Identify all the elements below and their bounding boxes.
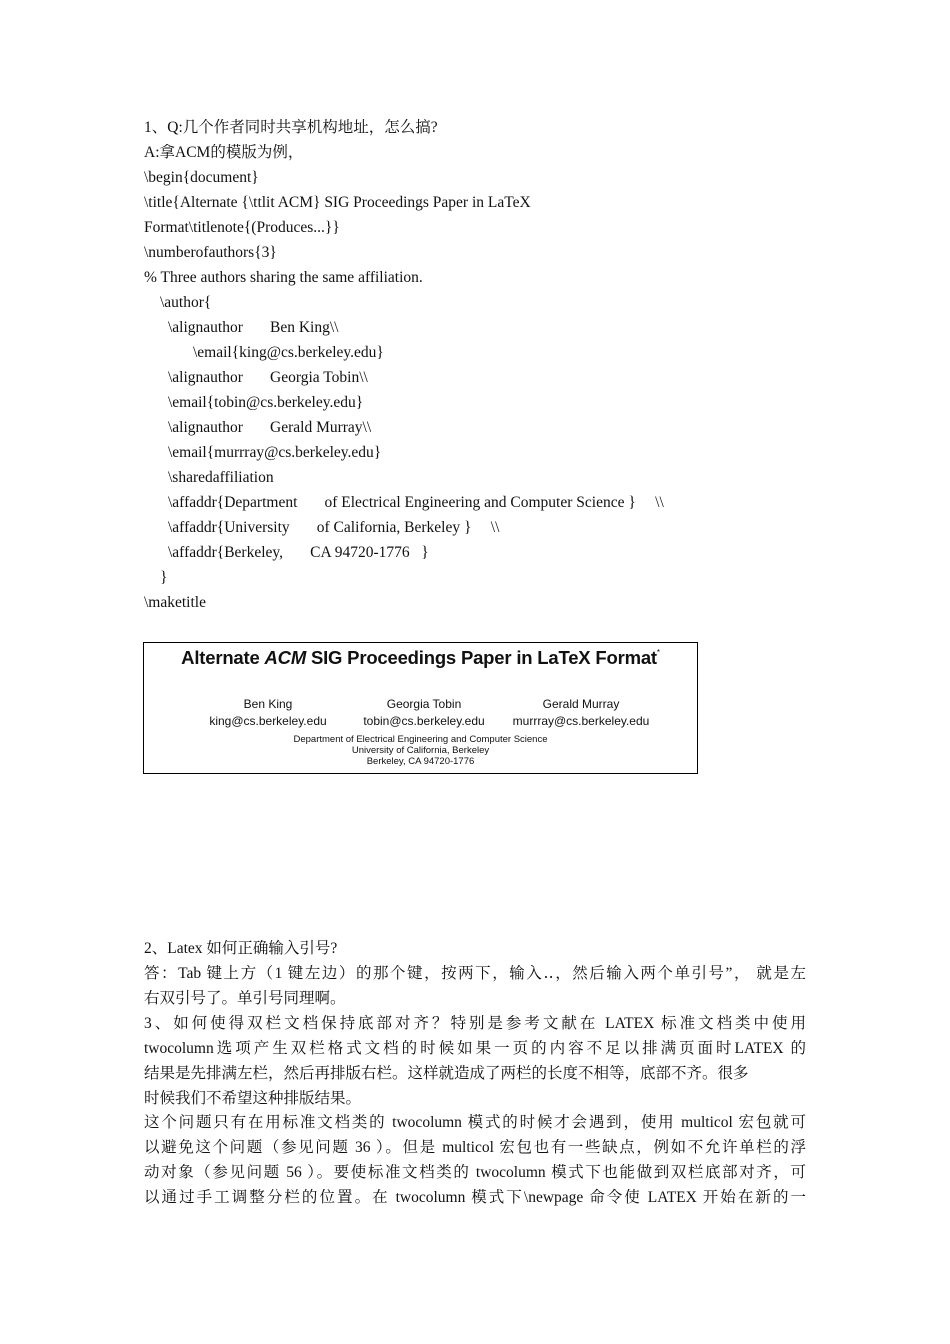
- author-email: murrray@cs.berkeley.edu: [512, 714, 650, 728]
- answer-3-line: 以通过手工调整分栏的位置。在 twocolumn 模式下\newpage 命令使 LATEX 开始在新的一: [144, 1189, 806, 1206]
- answer-3-line: 这个问题只有在用标准文档类的 twocolumn 模式的时候才会遇到，使用 multicol 宏包就可: [144, 1114, 806, 1131]
- code-line: \begin{document}: [144, 169, 259, 186]
- question-1: 1、Q:几个作者同时共享机构地址，怎么搞?: [144, 119, 438, 136]
- affiliation-line: University of California, Berkeley: [351, 745, 490, 756]
- figure-title-prefix: Alternate: [181, 647, 265, 668]
- author-email: tobin@cs.berkeley.edu: [363, 714, 485, 728]
- answer-2-line: 右双引号了。单引号同理啊。: [144, 990, 346, 1007]
- code-comment-line: % Three authors sharing the same affiliation.: [144, 269, 423, 286]
- code-line: \alignauthor Georgia Tobin\\: [168, 369, 368, 386]
- answer-3-line: 动对象（参见问题 56 ）。要使标准文档类的 twocolumn 模式下也能做到双栏底部对齐，可: [144, 1164, 806, 1181]
- code-line: \affaddr{Department of Electrical Engineering and Computer Science } \\: [168, 494, 664, 511]
- figure-title: [144, 647, 697, 669]
- author-name: Ben King: [243, 697, 293, 711]
- author-name: Gerald Murray: [542, 697, 620, 711]
- question-2: 2、Latex 如何正确输入引号?: [144, 940, 338, 957]
- answer-3-line: 以避免这个问题（参见问题 36 ）。但是 multicol 宏包也有一些缺点，例如不允许单栏的浮: [144, 1139, 806, 1156]
- code-line: \alignauthor Gerald Murray\\: [168, 419, 372, 436]
- code-line: \affaddr{Berkeley, CA 94720-1776 }: [168, 544, 429, 561]
- question-3-line: 3、如何使得双栏文档保持底部对齐？特别是参考文献在 LATEX 标准文档类中使用: [144, 1015, 806, 1032]
- answer-2-line: 答：Tab 键上方（1 键左边）的那个键，按两下，输入‥，然后输入两个单引号”， 就是左: [144, 965, 806, 982]
- figure-author: [339, 696, 509, 730]
- answer-1-intro: A:拿ACM的模版为例，: [144, 144, 304, 161]
- rendered-title-figure: [143, 642, 698, 774]
- code-line: \affaddr{University of California, Berkeley } \\: [168, 519, 500, 536]
- figure-author: [183, 696, 353, 730]
- author-email: king@cs.berkeley.edu: [209, 714, 327, 728]
- code-line: \alignauthor Ben King\\: [168, 319, 339, 336]
- code-line: \email{murrray@cs.berkeley.edu}: [168, 444, 382, 461]
- figure-affiliation: [144, 734, 697, 767]
- figure-title-acm: ACM: [264, 647, 307, 668]
- figure-author: [496, 696, 666, 730]
- code-line: \author{: [160, 294, 212, 311]
- question-3-line: 时候我们不希望这种排版结果。: [144, 1090, 362, 1107]
- code-line: \numberofauthors{3}: [144, 244, 277, 261]
- figure-title-suffix: SIG Proceedings Paper in LaTeX Format: [306, 647, 657, 668]
- affiliation-line: Department of Electrical Engineering and Computer Science: [293, 734, 548, 745]
- code-line: }: [160, 569, 168, 586]
- code-line: \sharedaffiliation: [168, 469, 274, 486]
- affiliation-line: Berkeley, CA 94720-1776: [366, 756, 475, 767]
- question-3-line: twocolumn选项产生双栏格式文档的时候如果一页的内容不足以排满页面时LATEX 的: [144, 1040, 806, 1057]
- question-3-line: 结果是先排满左栏，然后再排版右栏。这样就造成了两栏的长度不相等，底部不齐。很多: [144, 1065, 749, 1082]
- code-line: \email{king@cs.berkeley.edu}: [193, 344, 384, 361]
- code-line: Format\titlenote{(Produces...}}: [144, 219, 340, 236]
- code-line: \maketitle: [144, 594, 206, 611]
- author-name: Georgia Tobin: [386, 697, 462, 711]
- code-line: \email{tobin@cs.berkeley.edu}: [168, 394, 364, 411]
- code-line: \title{Alternate {\ttlit ACM} SIG Proceedings Paper in LaTeX: [144, 194, 531, 211]
- figure-title-note-mark: *: [656, 648, 660, 657]
